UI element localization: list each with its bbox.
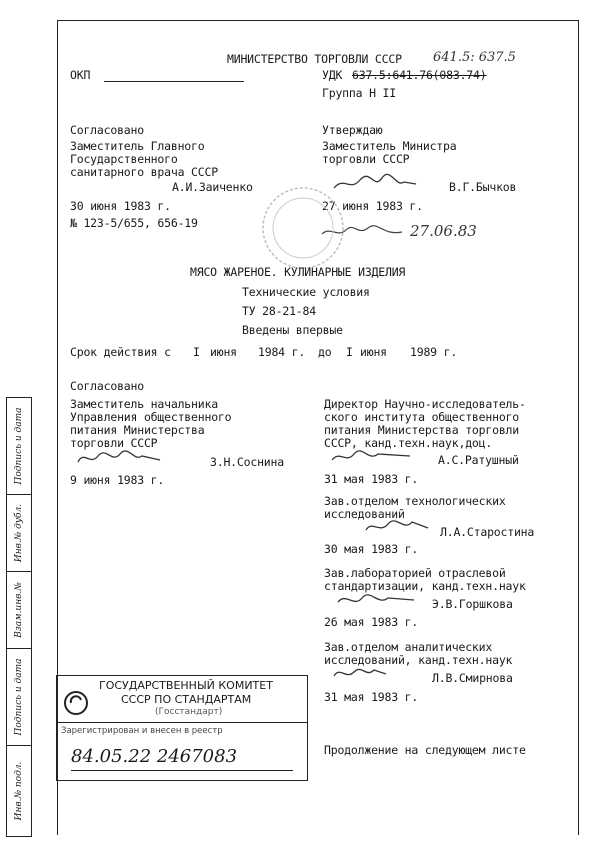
side-label: Инв.№ дубл. bbox=[14, 503, 24, 563]
side-label: Подпись и дата bbox=[14, 658, 24, 736]
analytic-title-line: исследований, канд.техн.наук bbox=[324, 653, 513, 667]
emblem-icon bbox=[63, 690, 89, 716]
side-label: Инв.№ подл. bbox=[14, 761, 24, 820]
udk-label: УДК bbox=[322, 68, 343, 82]
stamp-divider bbox=[57, 722, 307, 723]
analytic-title-line: Зав.отделом аналитических bbox=[324, 640, 493, 654]
validity-to-month: июня bbox=[360, 345, 387, 359]
director-title-line: СССР, канд.техн.наук,доц. bbox=[324, 436, 493, 450]
okp-label: ОКП bbox=[70, 68, 91, 82]
agreed-name: З.Н.Соснина bbox=[210, 455, 284, 469]
signature-mark bbox=[362, 516, 432, 538]
side-label: Взам.инв.№ bbox=[14, 582, 24, 638]
approval-date: 30 июня 1983 г. bbox=[70, 199, 171, 213]
lab-date: 26 мая 1983 г. bbox=[324, 615, 419, 629]
stamp-line: ГОСУДАРСТВЕННЫЙ КОМИТЕТ bbox=[99, 679, 273, 692]
registration-number: 84.05.22 2467083 bbox=[71, 746, 238, 767]
approver-title-line: санитарного врача СССР bbox=[70, 165, 218, 179]
approver-title-line: Государственного bbox=[70, 152, 178, 166]
director-date: 31 мая 1983 г. bbox=[324, 472, 419, 486]
side-label: Подпись и дата bbox=[14, 407, 24, 485]
side-cell bbox=[7, 495, 31, 572]
page-border-top bbox=[57, 20, 579, 21]
side-cell bbox=[7, 746, 31, 835]
approver-title-line: Заместитель Главного bbox=[70, 139, 205, 153]
analytic-name: Л.В.Смирнова bbox=[432, 671, 513, 685]
agreed-title-line: Управления общественного bbox=[70, 410, 232, 424]
validity-from-day: I bbox=[193, 345, 200, 359]
signature-mark bbox=[334, 590, 418, 612]
tech-name: Л.А.Старостина bbox=[440, 525, 535, 539]
approval-date: 27 июня 1983 г. bbox=[322, 199, 423, 213]
analytic-date: 31 мая 1983 г. bbox=[324, 690, 419, 704]
side-cell bbox=[7, 649, 31, 746]
agreed-title-line: торговли СССР bbox=[70, 436, 158, 450]
side-cell bbox=[7, 398, 31, 495]
seal-circle bbox=[258, 183, 348, 273]
agreed-title-line: питания Министерства bbox=[70, 423, 205, 437]
tech-title-line: Зав.отделом технологических bbox=[324, 494, 506, 508]
validity-from-year: 1984 г. bbox=[258, 345, 306, 359]
lab-title-line: стандартизации, канд.техн.наук bbox=[324, 579, 526, 593]
agreed-heading: Согласовано bbox=[70, 379, 144, 393]
continuation-note: Продолжение на следующем листе bbox=[324, 743, 526, 757]
approver-name: В.Г.Бычков bbox=[449, 180, 517, 194]
handwritten-classification: 641.5: 637.5 bbox=[433, 50, 516, 65]
lab-title-line: Зав.лабораторией отраслевой bbox=[324, 566, 506, 580]
agreed-title-line: Заместитель начальника bbox=[70, 397, 218, 411]
document-intro-note: Введены впервые bbox=[242, 323, 343, 337]
handwritten-approval-note: 27.06.83 bbox=[410, 222, 477, 240]
signature-mark bbox=[74, 448, 164, 470]
director-name: А.С.Ратушный bbox=[438, 453, 519, 467]
document-subtitle: Технические условия bbox=[242, 285, 370, 299]
ministry-heading: МИНИСТЕРСТВО ТОРГОВЛИ СССР bbox=[227, 52, 402, 66]
validity-prefix: Срок действия с bbox=[70, 345, 171, 359]
agreed-heading: Согласовано bbox=[70, 123, 144, 137]
okp-line bbox=[104, 81, 244, 82]
director-title-line: питания Министерства торговли bbox=[324, 423, 519, 437]
page-border-right bbox=[578, 20, 579, 835]
signature-mark bbox=[328, 446, 414, 468]
stamp-line: (Госстандарт) bbox=[155, 707, 223, 717]
side-cell bbox=[7, 572, 31, 649]
group-label: Группа Н II bbox=[322, 86, 396, 100]
agreed-date: 9 июня 1983 г. bbox=[70, 473, 165, 487]
lab-name: Э.В.Горшкова bbox=[432, 597, 513, 611]
director-title-line: ского института общественного bbox=[324, 410, 519, 424]
approver-title-line: торговли СССР bbox=[322, 152, 410, 166]
approval-number: № 123-5/655, 656-19 bbox=[70, 216, 198, 230]
validity-from-month: июня bbox=[210, 345, 237, 359]
approver-title-line: Заместитель Министра bbox=[322, 139, 457, 153]
signature-mark bbox=[330, 664, 390, 684]
validity-to-label: до bbox=[318, 345, 332, 359]
approve-heading: Утверждаю bbox=[322, 123, 383, 137]
stamp-line: Зарегистрирован и внесен в реестр bbox=[61, 726, 223, 736]
stamp-underline bbox=[71, 770, 293, 771]
director-title-line: Директор Научно-исследователь- bbox=[324, 397, 526, 411]
document-code: ТУ 28-21-84 bbox=[242, 304, 316, 318]
udk-struck: 637.5:641.76(083.74) bbox=[352, 68, 487, 82]
tech-title-line: исследований bbox=[324, 507, 405, 521]
document-title: МЯСО ЖАРЕНОЕ. КУЛИНАРНЫЕ ИЗДЕЛИЯ bbox=[190, 265, 406, 279]
approver-name: А.И.Заиченко bbox=[172, 180, 253, 194]
tech-date: 30 мая 1983 г. bbox=[324, 542, 419, 556]
validity-to-year: 1989 г. bbox=[410, 345, 458, 359]
validity-to-day: I bbox=[346, 345, 353, 359]
registration-stamp bbox=[56, 675, 308, 781]
stamp-line: СССР ПО СТАНДАРТАМ bbox=[121, 693, 252, 706]
side-register-table bbox=[6, 397, 32, 837]
